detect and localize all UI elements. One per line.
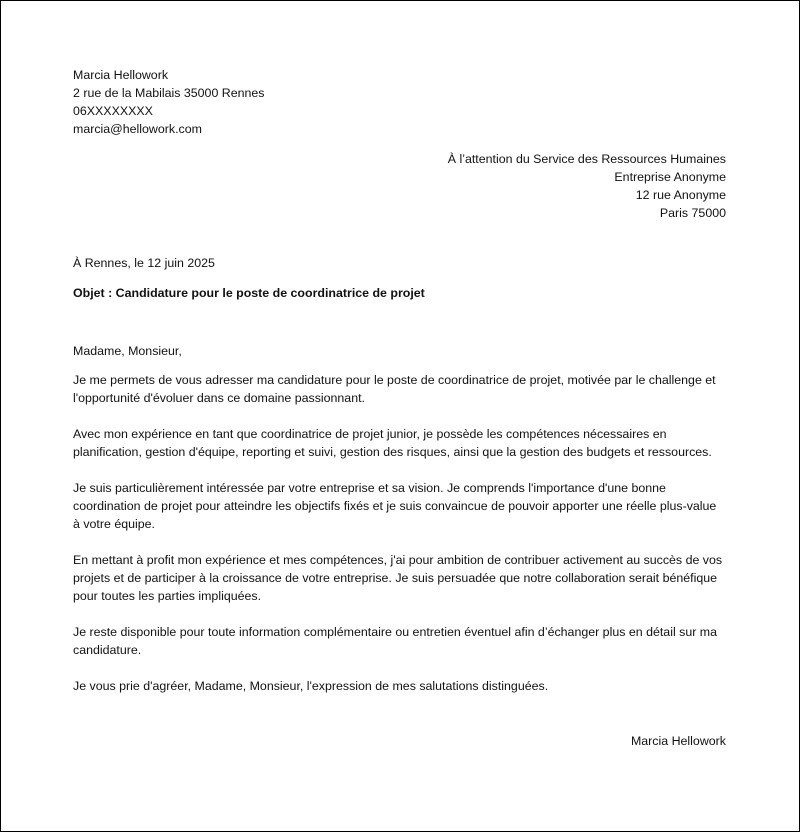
body-paragraph: Je reste disponible pour toute information complémentaire ou entretien éventuel afin d’échanger plus en détail sur ma candidature. bbox=[73, 625, 718, 657]
recipient-street: 12 rue Anonyme bbox=[635, 188, 726, 202]
letter-salutation: Madame, Monsieur, bbox=[73, 344, 182, 358]
body-paragraph: Je me permets de vous adresser ma candidature pour le poste de coordinatrice de projet, motivée par le challenge et l'opportunité d'évoluer dans ce domaine passionnant. bbox=[73, 373, 716, 405]
signature-name: Marcia Hellowork bbox=[630, 734, 726, 748]
sender-name: Marcia Hellowork bbox=[73, 68, 169, 82]
recipient-company: Entreprise Anonyme bbox=[614, 170, 726, 184]
body-paragraph: En mettant à profit mon expérience et mes compétences, j'ai pour ambition de contribuer activement au succès de vos projets et de participer à la croissance de votre entreprise. Je suis persuadée que notre collaboration serait bénéfique pour toutes les parties impliquées. bbox=[73, 553, 723, 603]
body-paragraph: Je suis particulièrement intéressée par votre entreprise et sa vision. Je comprends l'importance d'une bonne coordination de projet pour atteindre les objectifs fixés et je suis convaincue de pouvoir apporter une réelle plus-value à votre équipe. bbox=[73, 481, 717, 531]
recipient-block bbox=[73, 150, 726, 222]
letter-subject: Objet : Candidature pour le poste de coordinatrice de projet bbox=[73, 286, 425, 300]
sender-email: marcia@hellowork.com bbox=[73, 122, 202, 136]
letter-date: À Rennes, le 12 juin 2025 bbox=[73, 256, 215, 270]
recipient-city: Paris 75000 bbox=[659, 206, 726, 220]
letter-content bbox=[73, 66, 726, 750]
closing-paragraph: Je vous prie d'agréer, Madame, Monsieur, l'expression de mes salutations distinguées. bbox=[73, 679, 549, 693]
sender-block bbox=[73, 66, 726, 138]
recipient-attention: À l’attention du Service des Ressources Humaines bbox=[447, 152, 726, 166]
sender-phone: 06XXXXXXXX bbox=[73, 104, 153, 118]
body-paragraph: Avec mon expérience en tant que coordinatrice de projet junior, je possède les compétences nécessaires en planification, gestion d'équipe, reporting et suivi, gestion des risques, ainsi que la gestion des budgets et ressources. bbox=[73, 427, 712, 459]
sender-address: 2 rue de la Mabilais 35000 Rennes bbox=[73, 86, 265, 100]
